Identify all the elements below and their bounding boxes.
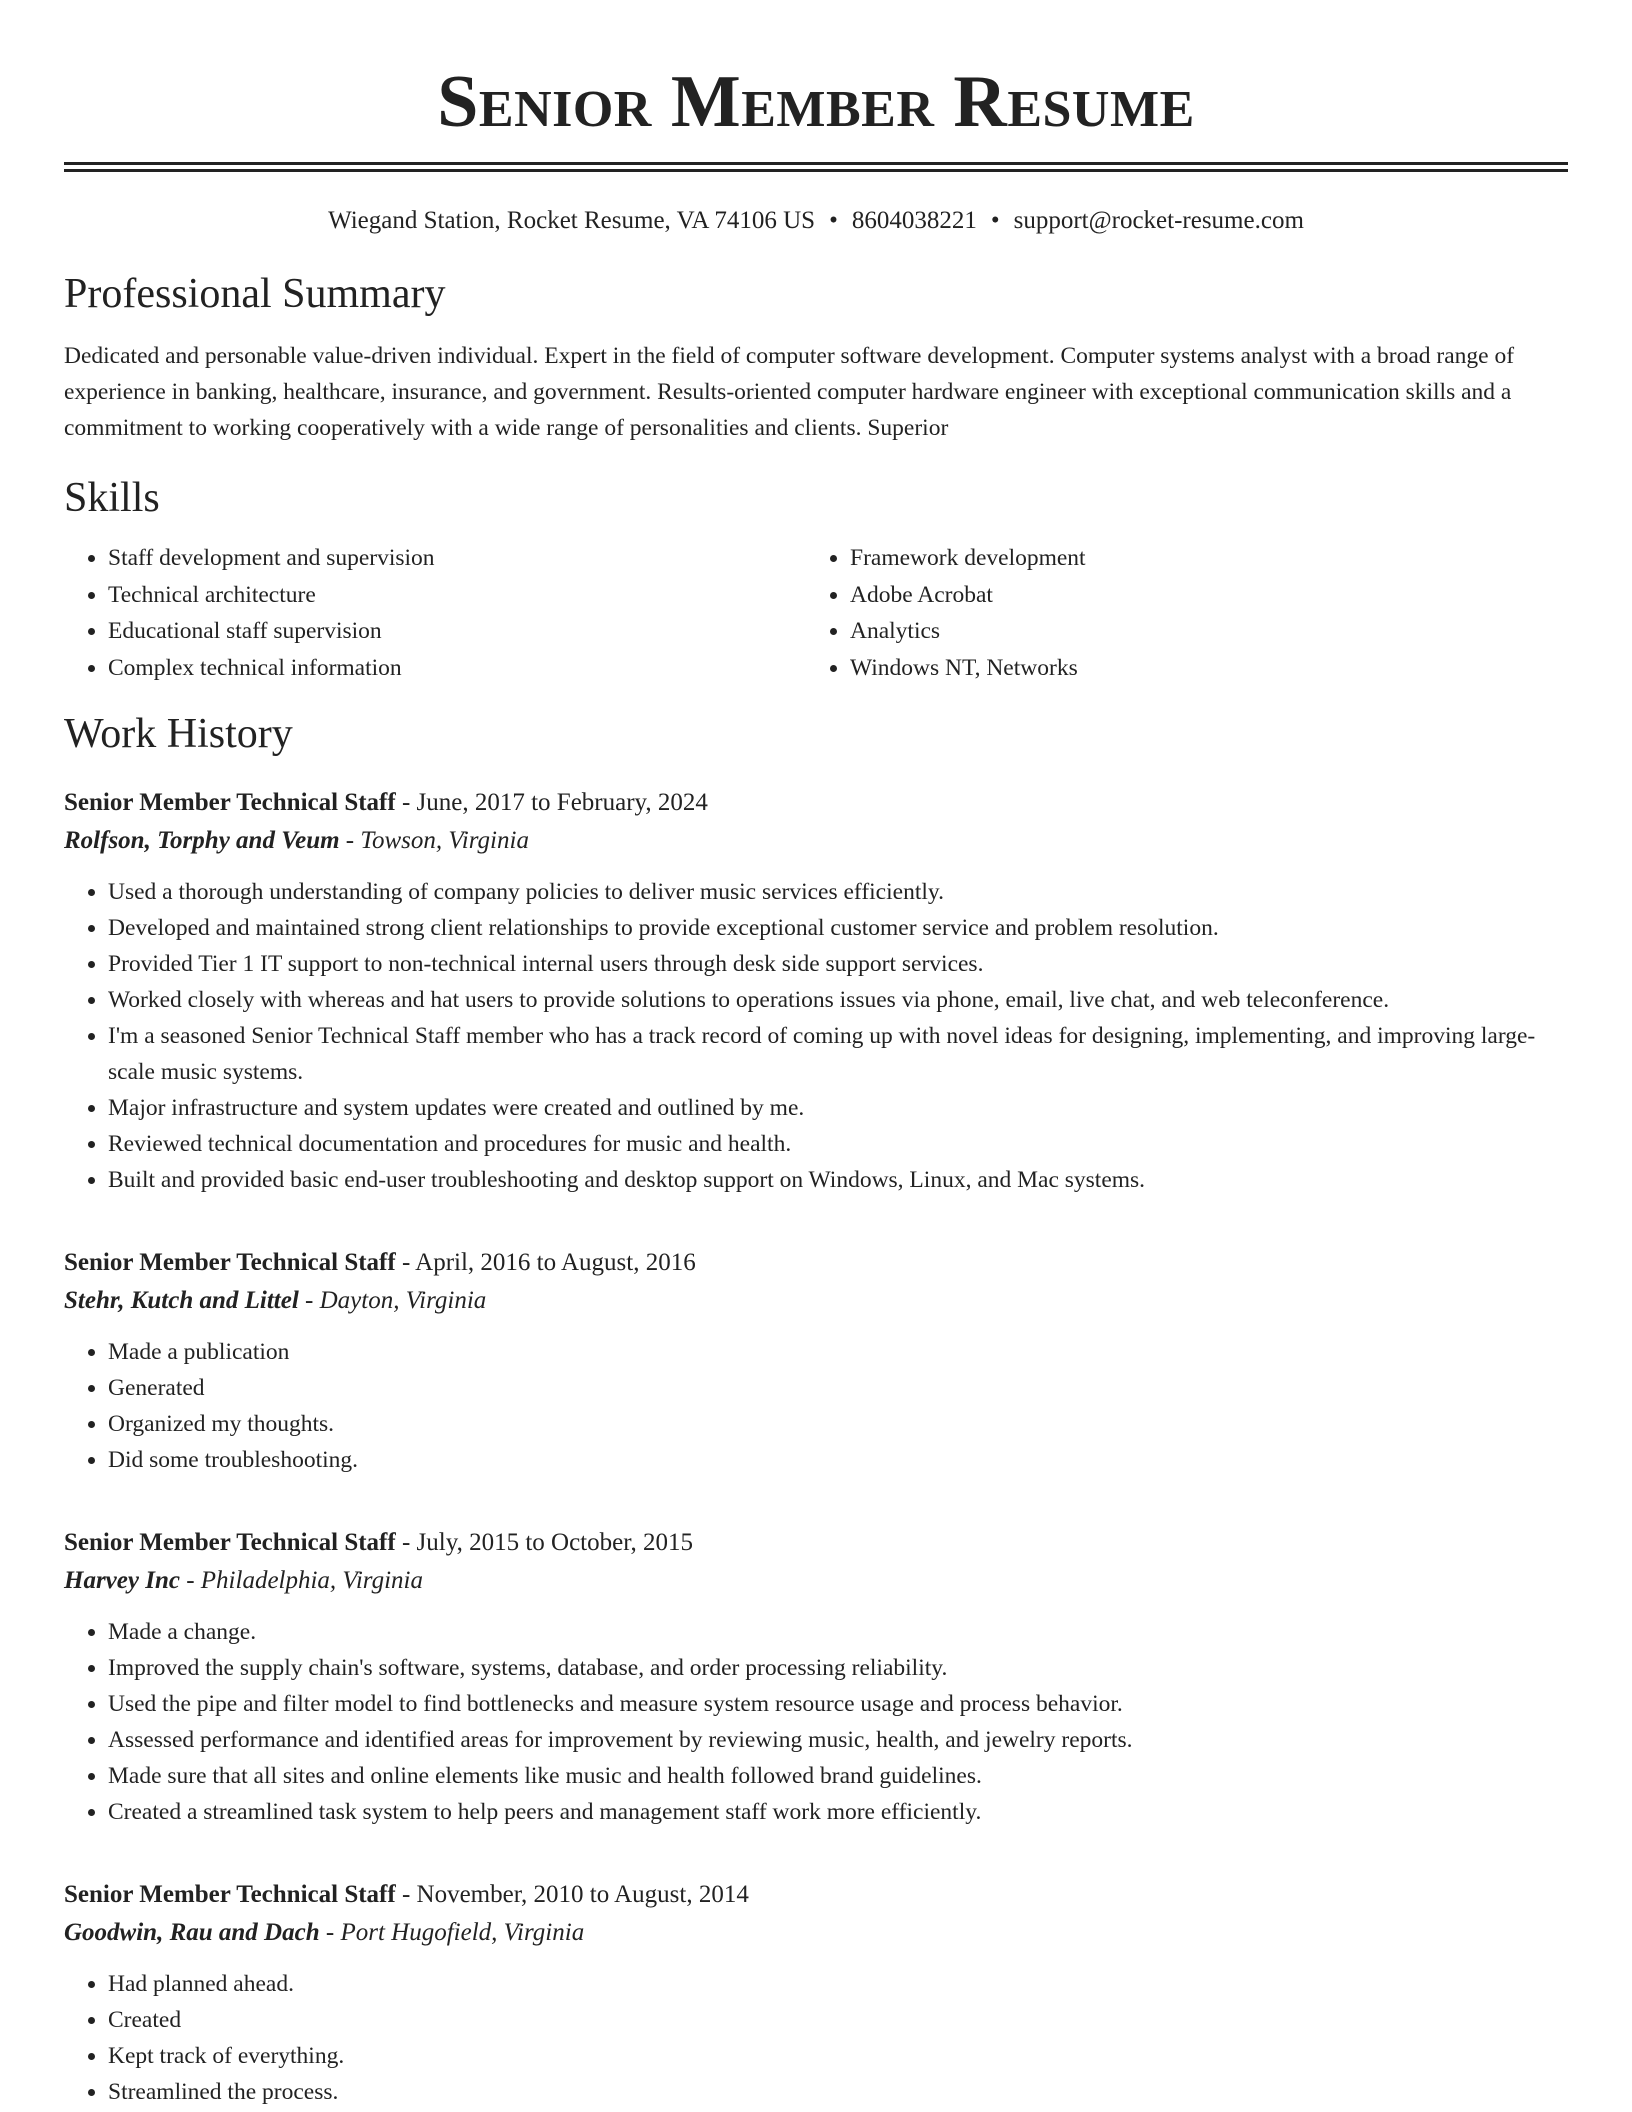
contact-separator: •	[829, 207, 838, 234]
duty-item: • I'm a seasoned Senior Technical Staff member who has a track record of coming up with novel ideas for designing, implementing, and improving large-scale music systems.	[108, 1018, 1568, 1090]
skills-heading: Skills	[64, 475, 160, 521]
duty-item: • Organized my thoughts.	[108, 1406, 1568, 1442]
skill-item: • Complex technical information	[108, 650, 806, 687]
job-title-line	[64, 1876, 1568, 1914]
skills-column-right	[806, 540, 1568, 686]
job-entry	[64, 1524, 1568, 1830]
duty-item: • Major infrastructure and system updates were created and outlined by me.	[108, 1090, 1568, 1126]
skill-item: • Windows NT, Networks	[850, 650, 1568, 687]
duty-item: • Kept track of everything.	[108, 2038, 1568, 2074]
skills-list	[64, 540, 1568, 686]
job-title: Senior Member Technical Staff	[64, 1881, 396, 1908]
duty-item: • Created a streamlined task system to help peers and management staff work more efficiently.	[108, 1794, 1568, 1830]
duty-item: • Built and provided basic end-user troubleshooting and desktop support on Windows, Linux, and Mac systems.	[108, 1162, 1568, 1198]
job-duties	[64, 1334, 1568, 1478]
contact-email[interactable]: support@rocket-resume.com	[1013, 207, 1304, 234]
company-dash: -	[179, 1567, 201, 1594]
duty-item: • Had planned ahead.	[108, 1966, 1568, 2002]
job-dash: -	[395, 1249, 416, 1276]
duty-item: • Reviewed technical documentation and procedures for music and health.	[108, 1126, 1568, 1162]
job-entry	[64, 784, 1568, 1198]
company-line	[64, 1562, 1568, 1600]
skill-item: • Framework development	[850, 540, 1568, 577]
company-location: Port Hugofield, Virginia	[340, 1919, 585, 1946]
company-location: Dayton, Virginia	[319, 1287, 487, 1314]
duty-item: • Provided Tier 1 IT support to non-technical internal users through desk side support services.	[108, 946, 1568, 982]
company-dash: -	[298, 1287, 320, 1314]
duty-item: • Used a thorough understanding of company policies to deliver music services efficiently.	[108, 874, 1568, 910]
duty-item: • Streamlined the process.	[108, 2074, 1568, 2110]
skill-item: • Adobe Acrobat	[850, 577, 1568, 614]
duty-item: • Did some troubleshooting.	[108, 1442, 1568, 1478]
company-location: Philadelphia, Virginia	[200, 1567, 423, 1594]
company-dash: -	[319, 1919, 341, 1946]
duty-item: • Made a publication	[108, 1334, 1568, 1370]
job-entry	[64, 1244, 1568, 1478]
company-location: Towson, Virginia	[360, 827, 529, 854]
skill-item: • Technical architecture	[108, 577, 806, 614]
duty-item: • Developed and maintained strong client relationships to provide exceptional customer service and problem resolution.	[108, 910, 1568, 946]
job-title-line	[64, 1524, 1568, 1562]
summary-heading: Professional Summary	[64, 271, 446, 317]
job-dates: June, 2017 to February, 2024	[416, 789, 708, 816]
duty-item: • Used the pipe and filter model to find bottlenecks and measure system resource usage and process behavior.	[108, 1686, 1568, 1722]
summary-text: Dedicated and personable value-driven individual. Expert in the field of computer software development. Computer systems analyst with a broad range of experience in banking, healthcare, insurance, and government. Results-oriented computer hardware engineer with exceptional communication skills and a commitment to working cooperatively with a wide range of personalities and clients. Superior	[64, 343, 1515, 441]
duty-item: • Created	[108, 2002, 1568, 2038]
duty-item: • Generated	[108, 1370, 1568, 1406]
job-title: Senior Member Technical Staff	[64, 1249, 396, 1276]
resume-title: Senior Member Resume	[437, 61, 1195, 143]
company-name: Stehr, Kutch and Littel	[64, 1287, 299, 1314]
contact-address: Wiegand Station, Rocket Resume, VA 74106 US	[328, 207, 816, 234]
job-title: Senior Member Technical Staff	[64, 789, 396, 816]
job-duties	[64, 874, 1568, 1198]
company-name: Rolfson, Torphy and Veum	[64, 827, 340, 854]
duty-item: • Worked closely with whereas and hat users to provide solutions to operations issues via phone, email, live chat, and web teleconference.	[108, 982, 1568, 1018]
skill-item: • Staff development and supervision	[108, 540, 806, 577]
company-name: Harvey Inc	[64, 1567, 180, 1594]
contact-phone: 8604038221	[851, 207, 977, 234]
title-divider	[64, 162, 1568, 172]
job-title: Senior Member Technical Staff	[64, 1529, 396, 1556]
job-dates: November, 2010 to August, 2014	[416, 1881, 749, 1908]
contact-line	[64, 204, 1568, 238]
company-dash: -	[339, 827, 361, 854]
job-dash: -	[395, 789, 417, 816]
job-entry	[64, 1876, 1568, 2110]
job-dates: July, 2015 to October, 2015	[416, 1529, 694, 1556]
duty-item: • Improved the supply chain's software, systems, database, and order processing reliability.	[108, 1650, 1568, 1686]
skill-item: • Educational staff supervision	[108, 613, 806, 650]
job-dash: -	[395, 1529, 417, 1556]
skills-column-left	[64, 540, 806, 686]
company-line	[64, 1282, 1568, 1320]
company-line	[64, 822, 1568, 860]
job-duties	[64, 1966, 1568, 2110]
work-history-heading: Work History	[64, 711, 293, 757]
duty-item: • Made sure that all sites and online elements like music and health followed brand guidelines.	[108, 1758, 1568, 1794]
company-name: Goodwin, Rau and Dach	[64, 1919, 320, 1946]
contact-separator: •	[990, 207, 1000, 234]
job-dash: -	[395, 1881, 417, 1908]
skill-item: • Analytics	[850, 613, 1568, 650]
company-line	[64, 1914, 1568, 1952]
job-title-line	[64, 784, 1568, 822]
job-title-line	[64, 1244, 1568, 1282]
duty-item: • Made a change.	[108, 1614, 1568, 1650]
duty-item: • Assessed performance and identified areas for improvement by reviewing music, health, and jewelry reports.	[108, 1722, 1568, 1758]
job-duties	[64, 1614, 1568, 1830]
job-dates: April, 2016 to August, 2016	[415, 1249, 696, 1276]
